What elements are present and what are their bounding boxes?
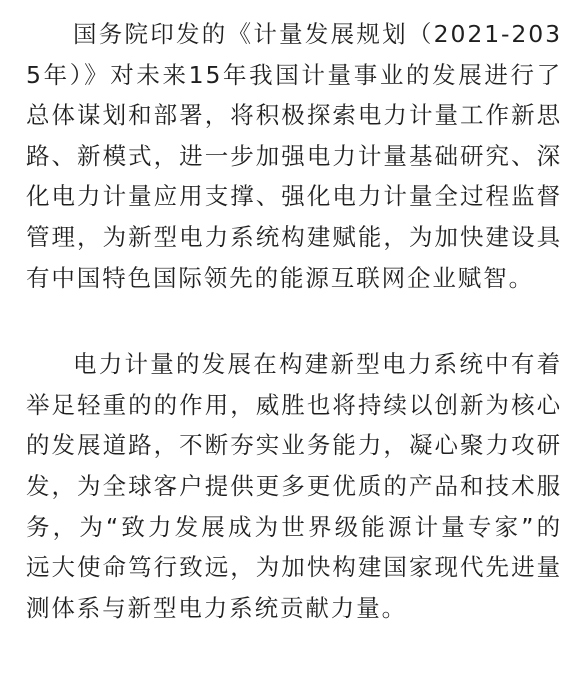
article-body (26, 14, 562, 628)
paragraph-plan: 国务院印发的《计量发展规划（2021-2035年）》对未来15年我国计量事业的发展进行了总体谋划和部署，将积极探索电力计量工作新思路、新模式，进一步加强电力计量基础研究、深化电力计量应用支撑、强化电力计量全过程监督管理，为新型电力系统构建赋能，为加快建设具有中国特色国际领先的能源互联网企业赋智。 (26, 20, 562, 292)
paragraph-mission: 电力计量的发展在构建新型电力系统中有着举足轻重的的作用，威胜也将持续以创新为核心的发展道路，不断夯实业务能力，凝心聚力攻研发，为全球客户提供更多更优质的产品和技术服务，为“致力发展成为世界级能源计量专家”的远大使命笃行致远，为加快构建国家现代先进量测体系与新型电力系统贡献力量。 (26, 350, 562, 622)
